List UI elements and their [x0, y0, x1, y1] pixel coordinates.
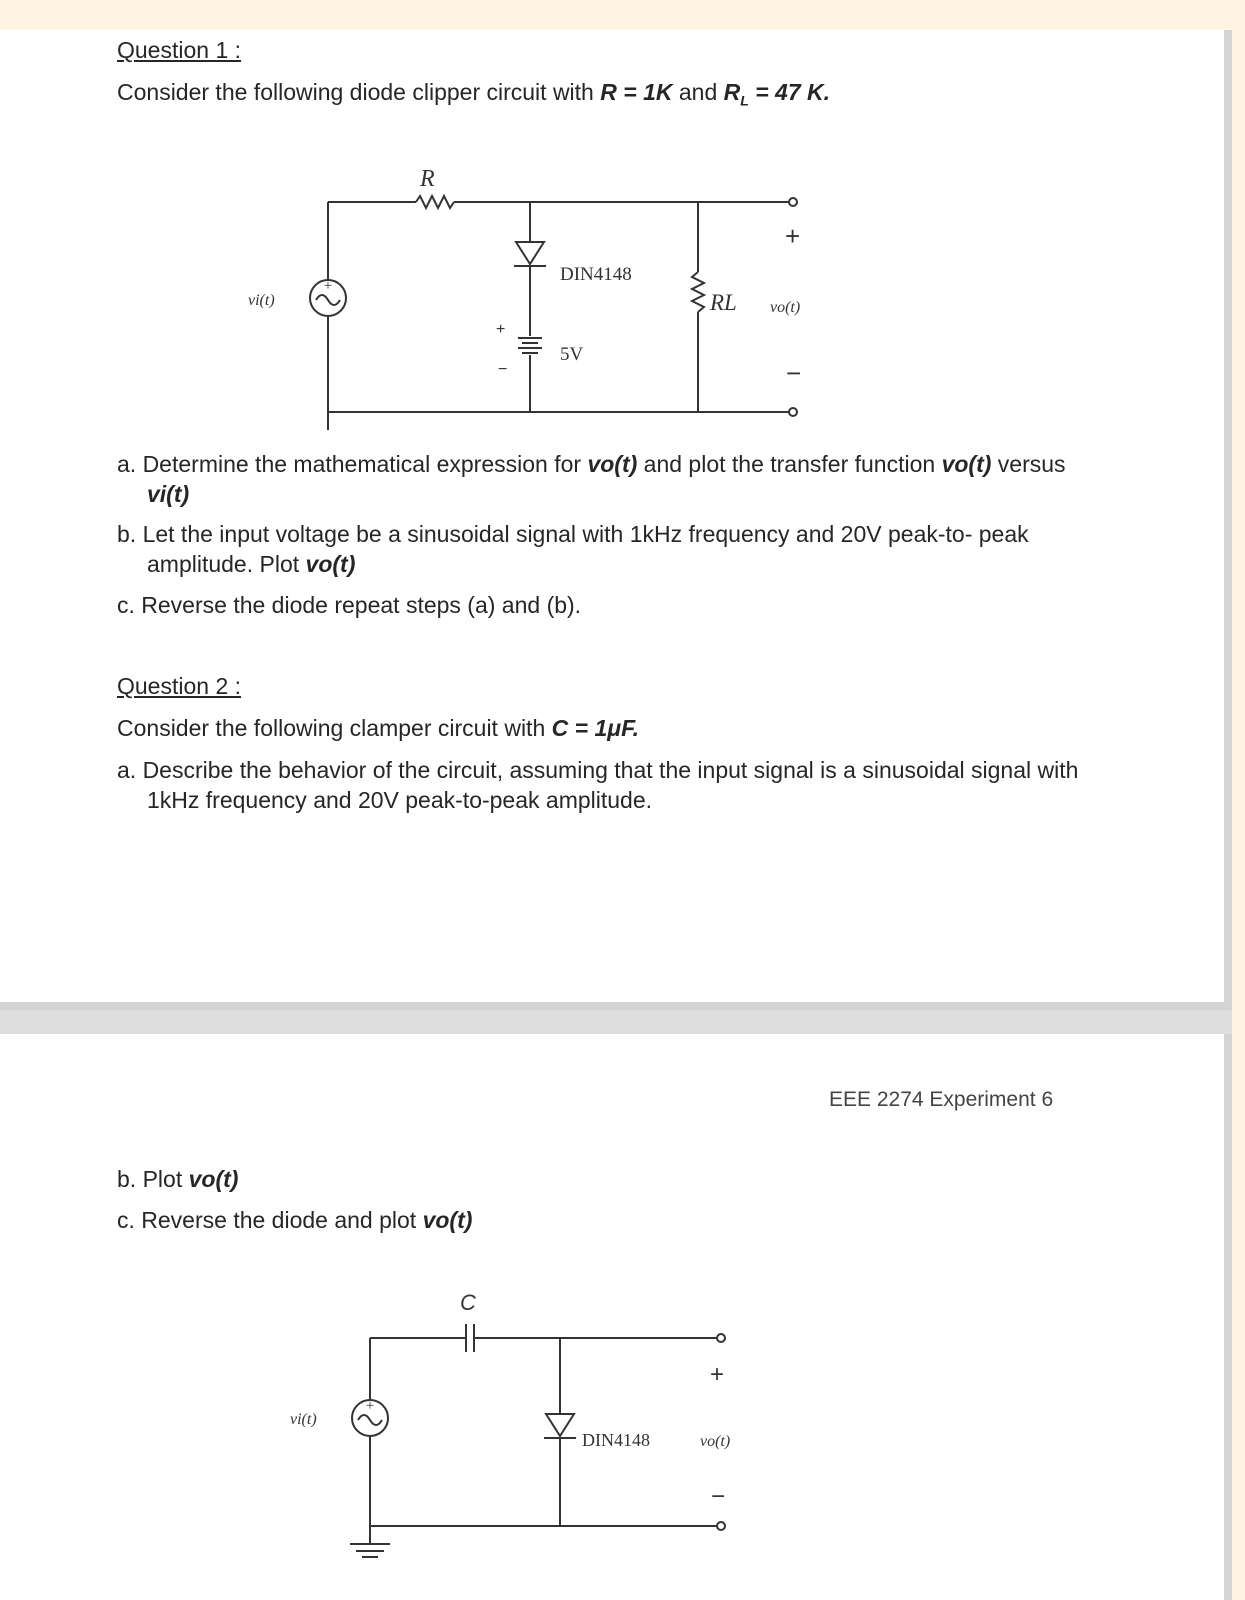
page-1	[0, 30, 1232, 1010]
part-b-line2: peak amplitude. Plot	[147, 521, 1029, 577]
part-a-mid: and plot the transfer function	[643, 451, 936, 477]
q2-part-b	[117, 1164, 238, 1194]
diode-label: DIN4148	[560, 264, 632, 285]
versus-text: versus	[997, 451, 1066, 477]
rl-value: = 47 K.	[755, 79, 831, 105]
sine-icon	[316, 295, 340, 305]
q2-vo-term-2: vo(t)	[422, 1207, 473, 1233]
c2-diode-label: DIN4148	[582, 1430, 650, 1450]
vo-term-2: vo(t)	[941, 451, 992, 477]
resistor-rl	[692, 272, 704, 312]
q2-part-a	[117, 755, 1107, 815]
page-gap	[0, 1010, 1232, 1034]
q2-vo-term: vo(t)	[188, 1166, 239, 1192]
intro-text: Consider the following diode clipper circuit with	[117, 79, 594, 105]
battery-minus: −	[498, 361, 508, 378]
q2-part-c-text: c. Reverse the diode and plot	[117, 1207, 417, 1233]
page-2	[0, 1034, 1232, 1600]
r-value: R = 1K	[600, 79, 673, 105]
source-label: vi(t)	[248, 292, 275, 309]
q2-part-b-text: b. Plot	[117, 1166, 183, 1192]
c2-source-plus: +	[365, 1398, 375, 1414]
q1-part-b	[117, 519, 1107, 579]
q2-intro-text: Consider the following clamper circuit with	[117, 715, 546, 741]
clipper-circuit	[230, 130, 850, 430]
diode-icon	[516, 242, 544, 264]
c-value: C = 1μF.	[551, 715, 639, 741]
c2-output-minus: −	[711, 1483, 726, 1510]
output-terminal-bottom	[789, 408, 797, 416]
question-2-intro	[117, 713, 639, 743]
q2-part-a-line2: signal with 1kHz frequency and 20V peak-to-peak amplitude.	[147, 757, 1079, 813]
rl-subscript: L	[740, 92, 749, 109]
rl-symbol: R	[723, 79, 741, 105]
load-label: RL	[710, 290, 737, 315]
c2-output-plus: +	[710, 1361, 725, 1388]
cap-label: C	[460, 1290, 476, 1315]
output-terminal-top	[789, 198, 797, 206]
c2-output-terminal-bottom	[717, 1522, 725, 1530]
battery-plus: +	[496, 321, 506, 338]
source-plus: +	[323, 278, 333, 294]
output-label: vo(t)	[770, 299, 801, 316]
vi-term: vi(t)	[147, 481, 190, 507]
q2-part-a-line1: a. Describe the behavior of the circuit, assuming that the input signal is a sinusoidal	[117, 757, 965, 783]
q1-part-c: c. Reverse the diode repeat steps (a) and (b).	[117, 592, 582, 618]
resistor-r	[416, 196, 454, 208]
output-minus: −	[786, 358, 802, 388]
part-b-line1: b. Let the input voltage be a sinusoidal signal with 1kHz frequency and 20V peak-to-	[117, 521, 973, 547]
c2-diode-icon	[546, 1414, 574, 1436]
output-plus: +	[785, 221, 801, 251]
battery-label: 5V	[560, 344, 584, 365]
c2-output-terminal-top	[717, 1334, 725, 1342]
c2-output-label: vo(t)	[700, 1433, 731, 1450]
part-a-text: a. Determine the mathematical expression for	[117, 451, 582, 477]
q1-part-a	[117, 449, 1107, 509]
footer-label: EEE 2274 Experiment 6	[829, 1088, 1054, 1111]
resistor-label: R	[420, 166, 435, 192]
question-1-heading: Question 1 :	[117, 37, 242, 63]
c2-source-label: vi(t)	[290, 1411, 317, 1428]
c2-sine-icon	[358, 1415, 382, 1425]
question-2-heading: Question 2 :	[117, 673, 242, 699]
and-text: and	[678, 79, 718, 105]
vo-term: vo(t)	[587, 451, 638, 477]
q2-part-c	[117, 1205, 472, 1235]
clamper-circuit	[260, 1254, 780, 1584]
question-1-intro	[117, 77, 830, 116]
vo-term-3: vo(t)	[305, 551, 356, 577]
